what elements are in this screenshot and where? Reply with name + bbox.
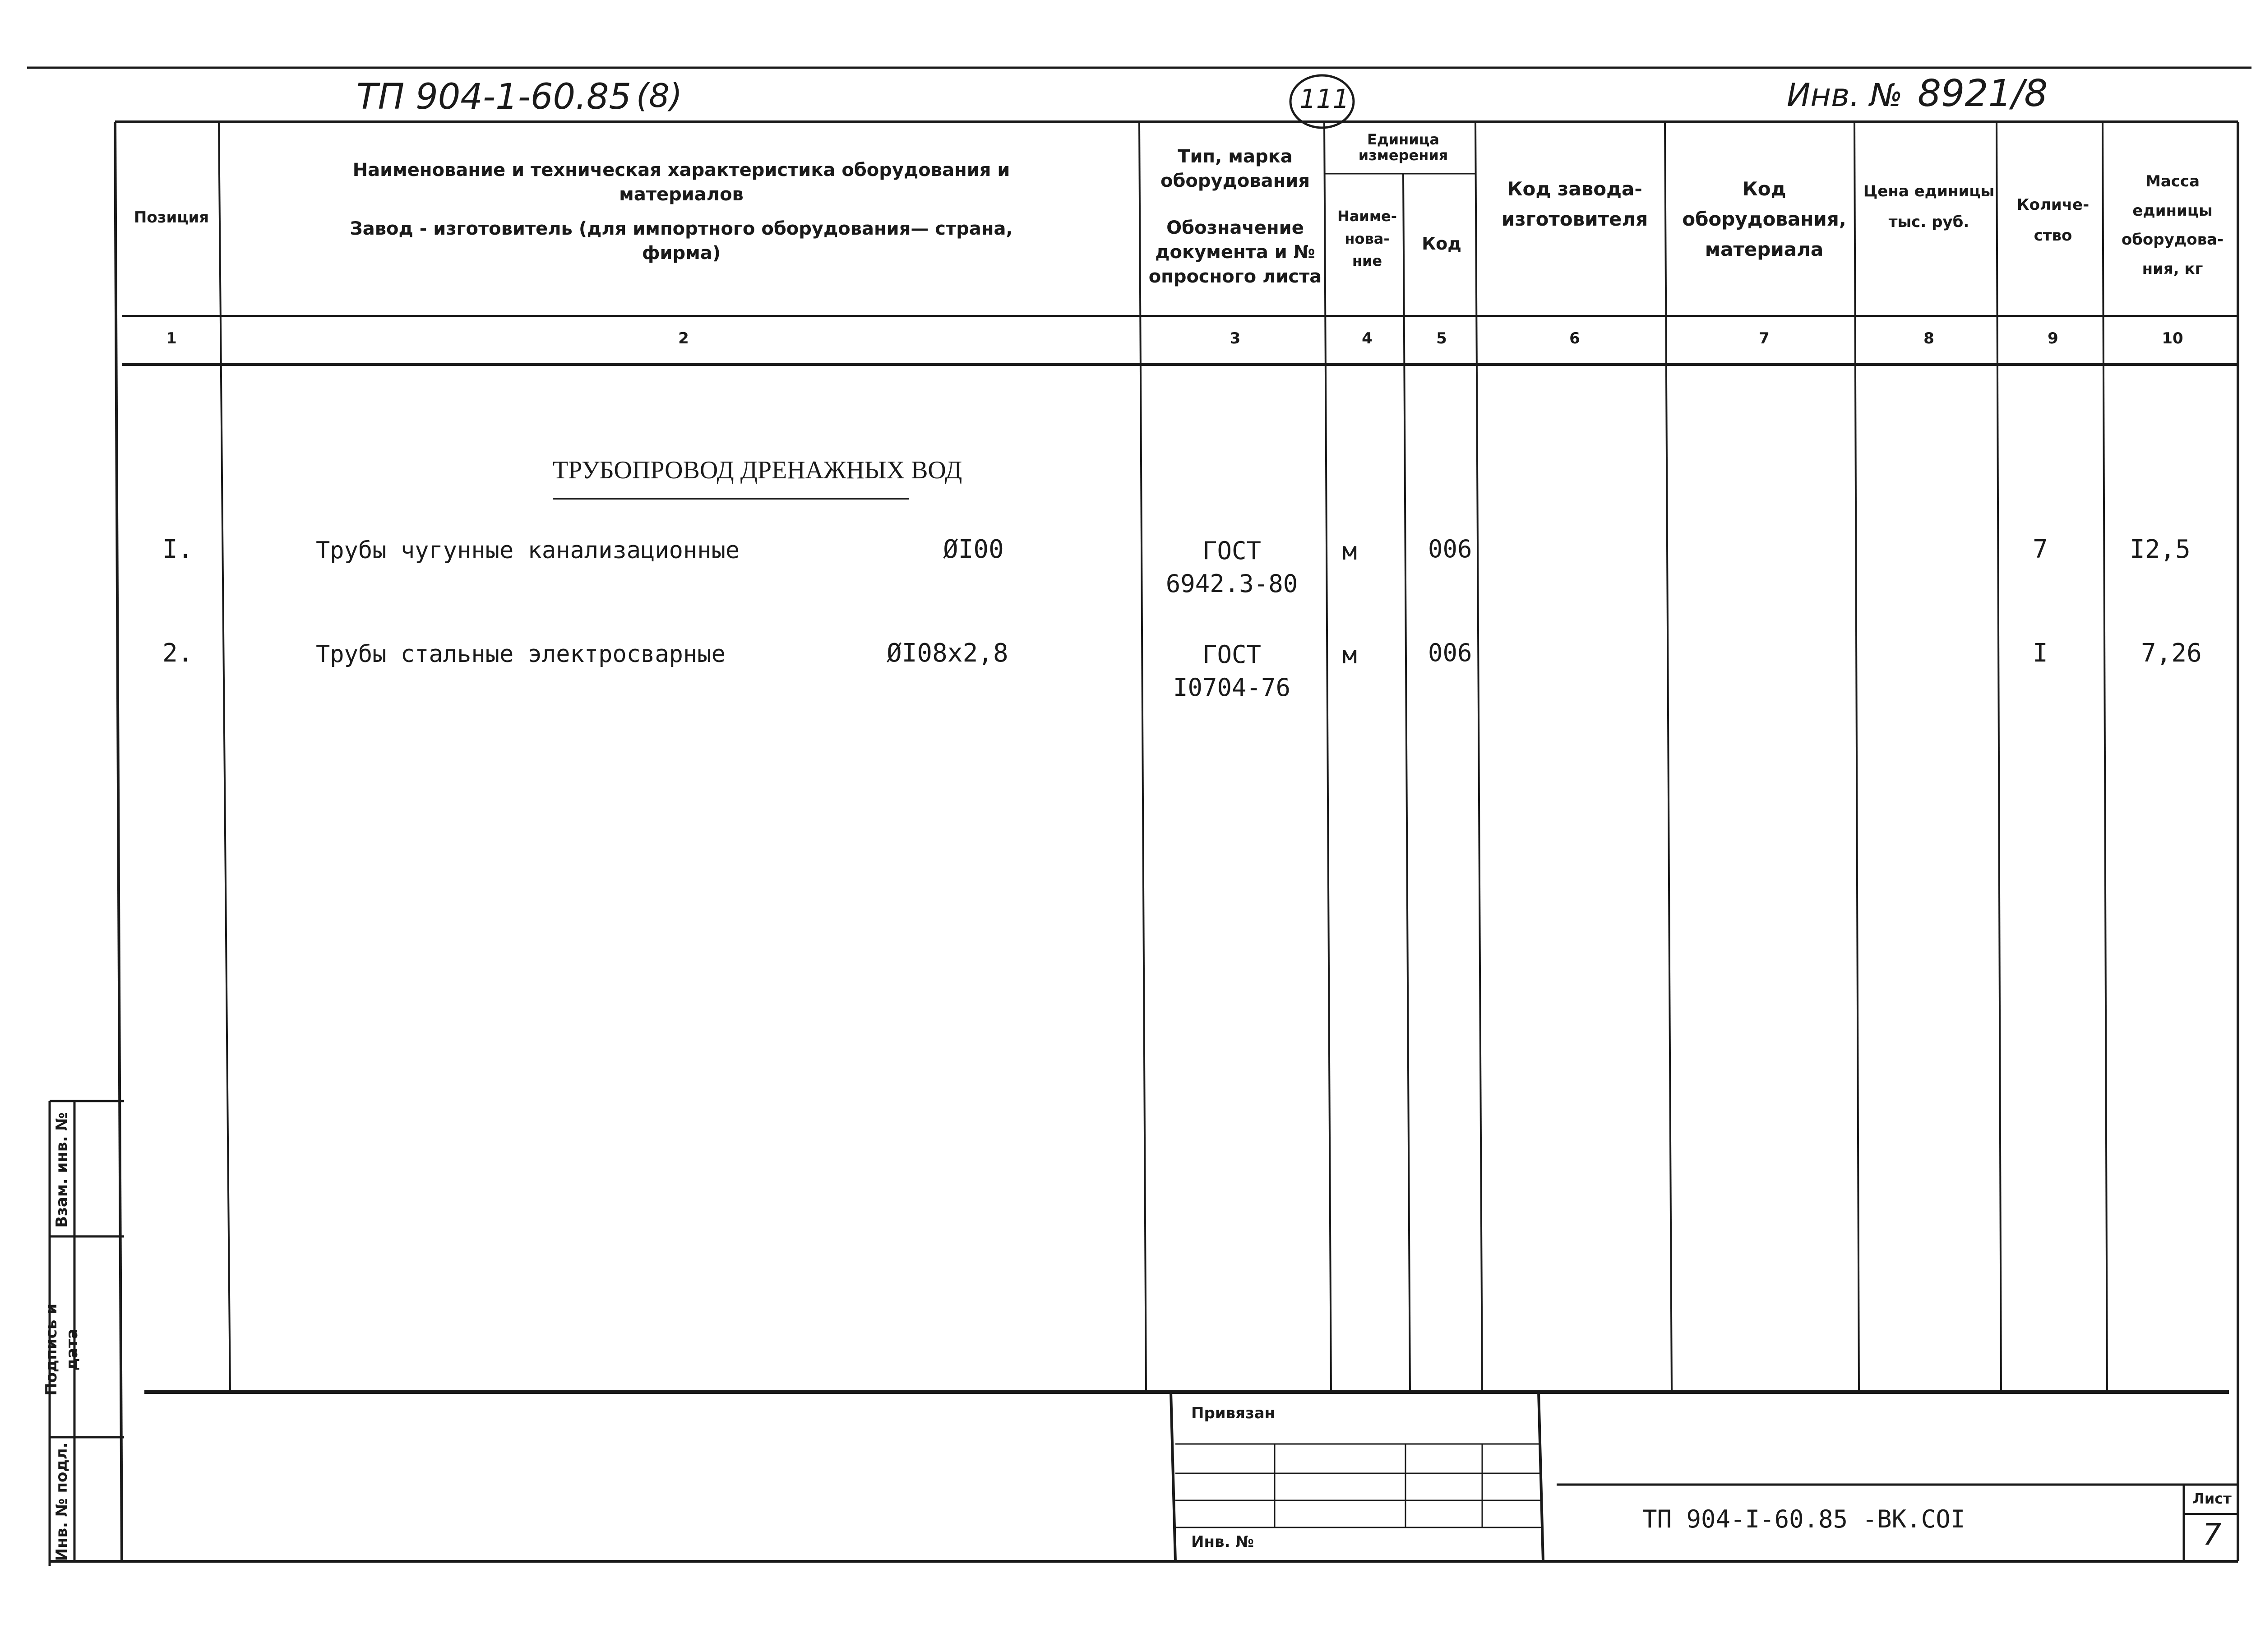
- row-1-position: I.: [162, 535, 193, 564]
- footer-sheet-number: 7: [2202, 1517, 2222, 1552]
- footer-privyazan-label: Привязан: [1191, 1404, 1276, 1422]
- row-2-type: ГОСТ I0704-76: [1173, 640, 1291, 702]
- column-header-quantity: Количе- ство: [2016, 196, 2090, 245]
- row-1-unit-code: 006: [1428, 535, 1472, 563]
- column-number-9: 9: [2048, 329, 2058, 347]
- side-stamp-original-inv: Инв. № подл.: [53, 1442, 71, 1561]
- column-header-type-subtitle: Обозначение документа и № опросного листа: [1148, 217, 1322, 287]
- row-1-mass: I2,5: [2130, 535, 2191, 564]
- row-1-quantity: 7: [2033, 535, 2048, 564]
- footer-sheet-label: Лист: [2192, 1490, 2232, 1507]
- column-number-4: 4: [1362, 329, 1373, 347]
- column-number-3: 3: [1230, 329, 1241, 347]
- row-2-size: ØI08x2,8: [887, 639, 1008, 668]
- row-2-name: Трубы стальные электросварные: [316, 641, 726, 668]
- column-number-8: 8: [1923, 329, 1934, 347]
- row-2-quantity: I: [2033, 639, 2048, 668]
- column-header-name-subtitle: Завод - изготовитель (для импортного оборудования— страна, фирма): [350, 218, 1013, 264]
- row-1-unit: м: [1342, 537, 1357, 565]
- column-header-unit-group: Единица измерения: [1358, 131, 1448, 164]
- inventory-label: Инв. №: [1787, 77, 1903, 114]
- column-header-name-title: Наименование и техническая характеристика оборудования и материалов: [352, 160, 1010, 205]
- column-header-mass: Масса единицы оборудова- ния, кг: [2121, 172, 2224, 278]
- doc-reference: ТП 904-1-60.85: [356, 77, 632, 117]
- column-number-6: 6: [1569, 329, 1580, 347]
- row-1-size: ØI00: [943, 535, 1004, 564]
- column-number-2: 2: [678, 329, 689, 347]
- row-1-name: Трубы чугунные канализационные: [316, 537, 740, 564]
- column-number-1: 1: [166, 329, 177, 347]
- row-2-position: 2.: [162, 639, 193, 668]
- inventory-number: 8921/8: [1918, 72, 2048, 115]
- section-title: ТРУБОПРОВОД ДРЕНАЖНЫХ ВОД: [553, 456, 962, 484]
- side-stamp-replacement-inv: Взам. инв. №: [53, 1112, 71, 1228]
- row-2-unit-code: 006: [1428, 639, 1472, 667]
- column-header-name: [334, 158, 1029, 265]
- column-header-type-title: Тип, марка оборудования: [1160, 146, 1310, 191]
- column-header-type: [1146, 144, 1324, 289]
- row-1-type: ГОСТ 6942.3-80: [1165, 537, 1298, 598]
- footer-inv-label: Инв. №: [1191, 1533, 1254, 1551]
- footer-document-code: ТП 904-I-60.85 -ВК.COI: [1642, 1505, 1965, 1533]
- column-header-unit-name: Наиме- нова- ние: [1337, 208, 1397, 270]
- stamp-number: 111: [1299, 83, 1350, 114]
- copy-number: (8): [636, 77, 682, 115]
- row-2-unit: м: [1342, 641, 1357, 669]
- side-stamp-signature-date: Подпись и дата: [42, 1303, 81, 1396]
- column-number-5: 5: [1436, 329, 1447, 347]
- column-number-7: 7: [1759, 329, 1770, 347]
- row-2-mass: 7,26: [2141, 639, 2202, 668]
- column-header-unit-code: Код: [1422, 234, 1461, 254]
- column-header-position: Позиция: [134, 208, 209, 227]
- column-number-10: 10: [2162, 329, 2183, 347]
- column-header-price: Цена единицы тыс. руб.: [1863, 182, 1995, 231]
- column-header-factory-code: Код завода- изготовителя: [1501, 178, 1648, 231]
- column-header-equipment-code: Код оборудования, материала: [1682, 178, 1846, 261]
